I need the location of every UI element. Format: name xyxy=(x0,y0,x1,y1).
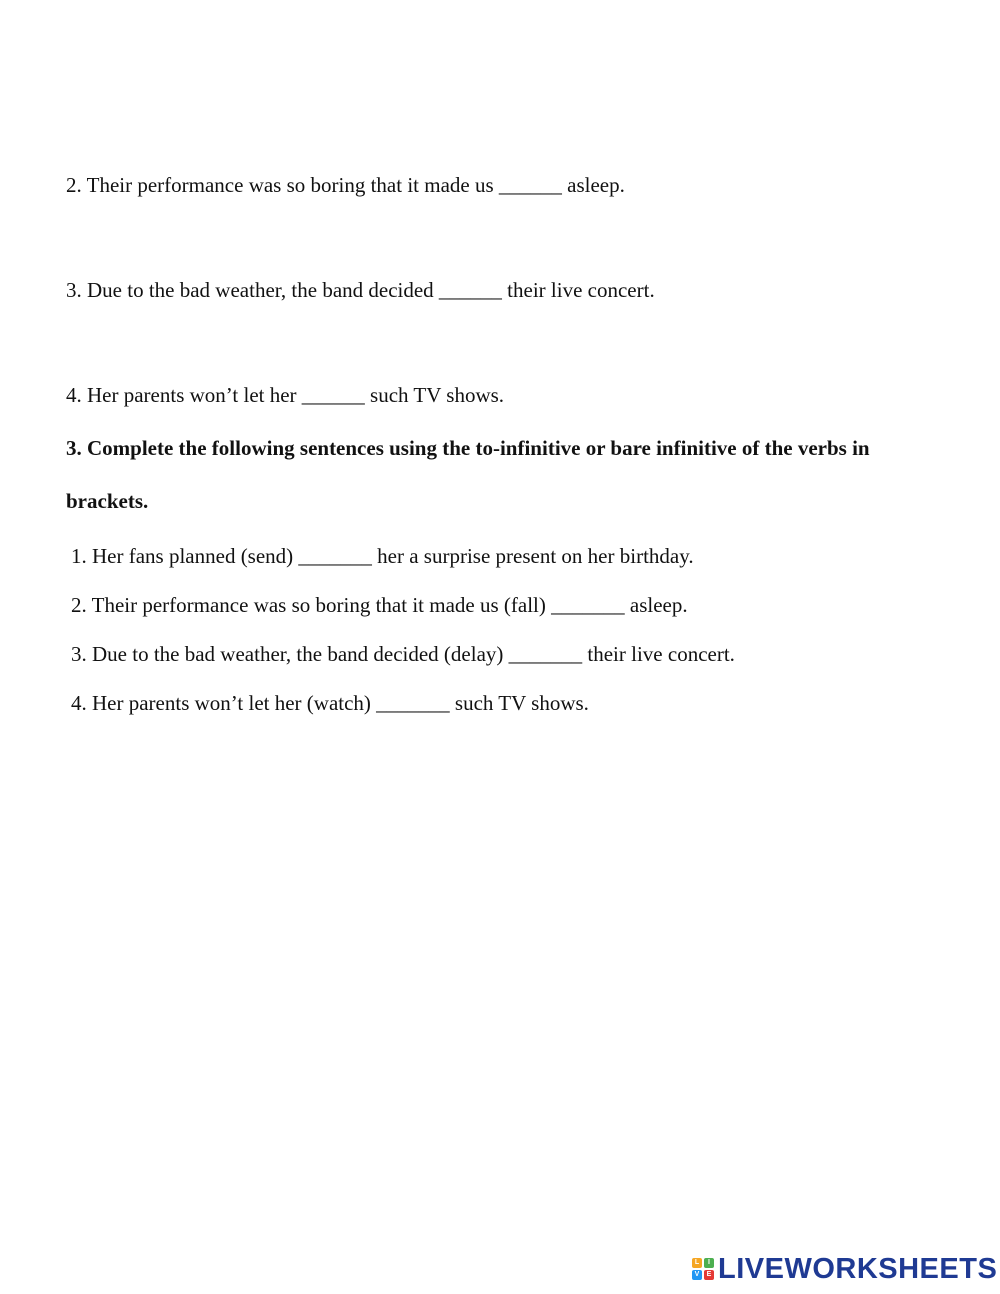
brand-name: LIVEWORKSHEETS xyxy=(718,1253,998,1285)
logo-cell: E xyxy=(704,1270,714,1280)
exercise-item-2: 2. Their performance was so boring that it made us ______ asleep. xyxy=(66,173,625,197)
liveworksheets-brand xyxy=(692,1252,997,1286)
exercise-item-2: 2. Their performance was so boring that it made us (fall) _______ asleep. xyxy=(71,593,688,617)
section-heading: 3. Complete the following sentences using the to-infinitive or bare infinitive of the verbs in xyxy=(66,436,870,460)
logo-cell: V xyxy=(692,1270,702,1280)
logo-cell: I xyxy=(704,1258,714,1268)
logo-cell: L xyxy=(692,1258,702,1268)
liveworksheets-logo-icon xyxy=(692,1258,714,1280)
exercise-item-4: 4. Her parents won’t let her ______ such TV shows. xyxy=(66,383,505,407)
section-heading-continued: brackets. xyxy=(66,489,149,513)
exercise-item-1: 1. Her fans planned (send) _______ her a surprise present on her birthday. xyxy=(71,544,694,568)
exercise-item-3: 3. Due to the bad weather, the band decided (delay) _______ their live concert. xyxy=(71,642,735,666)
exercise-item-4: 4. Her parents won’t let her (watch) _______ such TV shows. xyxy=(71,691,589,715)
exercise-item-3: 3. Due to the bad weather, the band decided ______ their live concert. xyxy=(66,278,655,302)
